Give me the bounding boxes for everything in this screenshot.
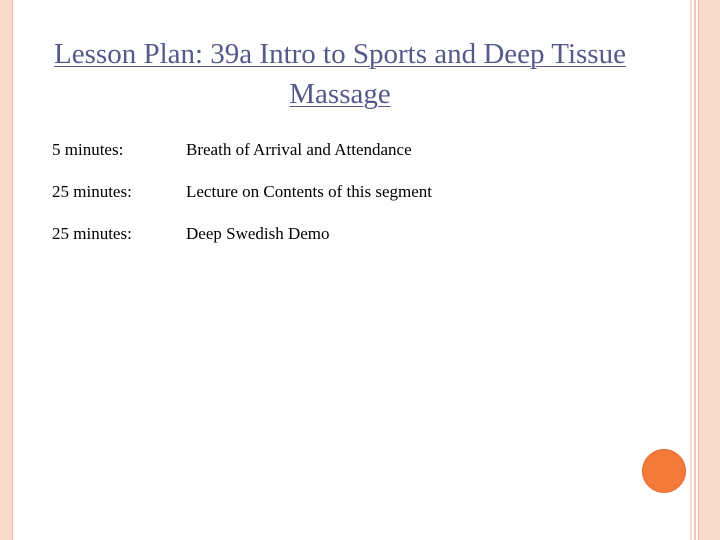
agenda-item-time: 5 minutes: [52,140,124,159]
slide-title: Lesson Plan: 39a Intro to Sports and Deep Tissue Massage [54,38,626,110]
left-decorative-border [0,0,13,540]
agenda-list [52,138,432,264]
right-decorative-border [690,0,720,540]
border-edge-line [698,0,699,540]
agenda-item [52,222,432,264]
agenda-item [52,138,432,180]
agenda-item-time: 25 minutes: [52,182,132,201]
agenda-item-description: Breath of Arrival and Attendance [186,140,412,159]
agenda-item [52,180,432,222]
slide-nav-circle-button[interactable] [642,449,686,493]
agenda-item-description: Lecture on Contents of this segment [186,182,432,201]
agenda-item-time: 25 minutes: [52,224,132,243]
agenda-item-description: Deep Swedish Demo [186,224,330,243]
